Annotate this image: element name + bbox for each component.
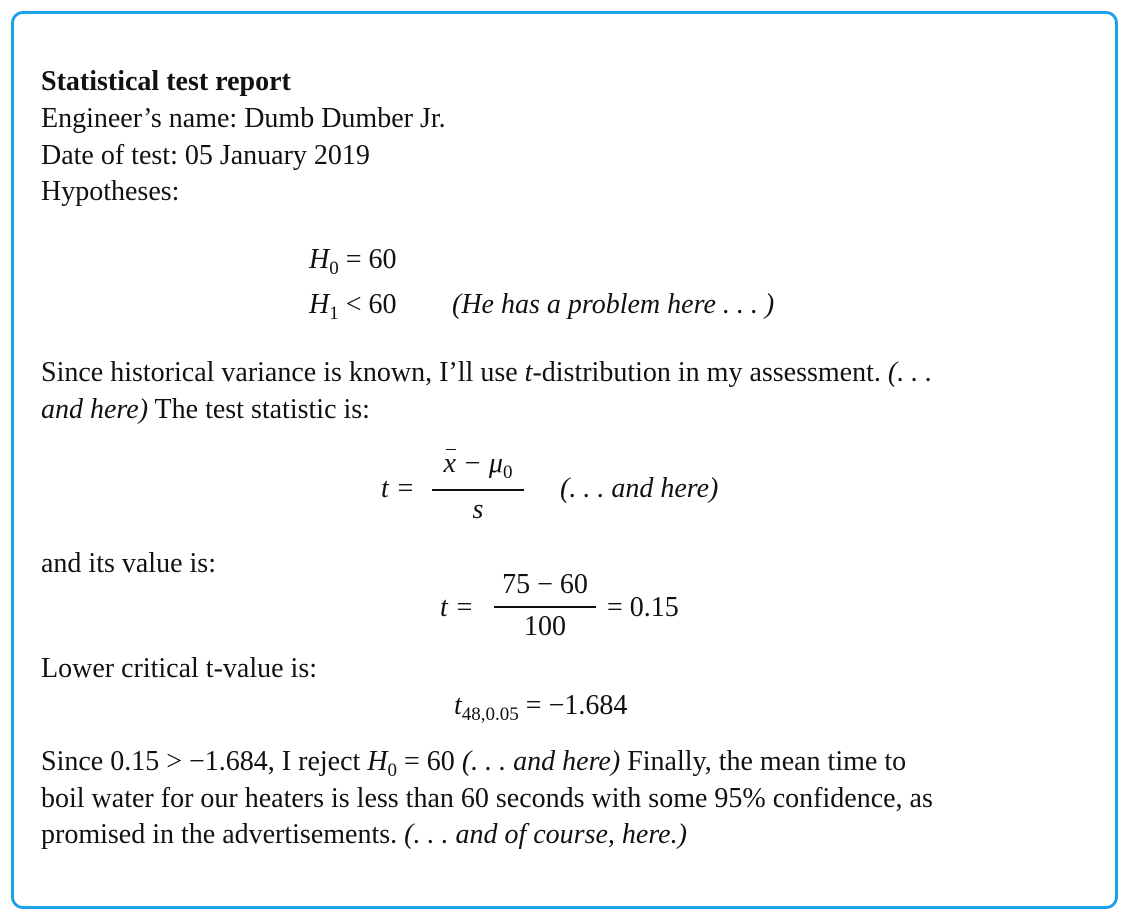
- null-hypothesis: [309, 242, 397, 278]
- f2-lhs: t =: [440, 592, 474, 623]
- crit-rhs: = −1.684: [518, 690, 628, 721]
- critical-value: [454, 688, 627, 724]
- formula2-lhs: [440, 590, 474, 626]
- f1-lhs: t =: [381, 473, 415, 504]
- hypotheses-label: Hypotheses:: [41, 176, 180, 207]
- paragraph1-line2: [41, 392, 370, 428]
- test-date-line: Date of test: 05 January 2019: [41, 140, 370, 171]
- h1-sub: 1: [329, 303, 339, 324]
- crit-var: t: [454, 690, 462, 721]
- paragraph1-line1: [41, 355, 932, 391]
- formula2-numerator: 75 − 60: [502, 569, 588, 600]
- formula2-rhs: = 0.15: [607, 592, 679, 623]
- formula1-lhs: [381, 471, 415, 507]
- c1-d: Finally, the mean time to: [620, 746, 907, 777]
- h1-comment: (He has a problem here . . . ): [452, 289, 775, 320]
- formula2-fraction-bar: [494, 606, 596, 608]
- formula2-denominator: 100: [524, 611, 566, 642]
- f1-num-sub: 0: [502, 462, 513, 483]
- p1-text-b: -distribution in my assessment.: [532, 357, 888, 388]
- alternative-hypothesis: [309, 287, 397, 323]
- c1-comment: (. . . and here): [461, 746, 621, 777]
- value-label: and its value is:: [41, 548, 216, 579]
- h1-var: H: [309, 289, 330, 320]
- c1-b: = 60: [397, 746, 462, 777]
- formula1-denominator: [432, 494, 524, 526]
- p1-t-var: t: [524, 357, 533, 388]
- formula1-fraction-bar: [432, 489, 524, 491]
- c3-a: promised in the advertisements.: [41, 819, 405, 850]
- h0-sub: 0: [329, 258, 339, 279]
- c1-a: Since 0.15 > −1.684, I reject: [41, 746, 368, 777]
- report-title: Statistical test report: [41, 66, 291, 97]
- conclusion-line2: boil water for our heaters is less than 60 seconds with some 95% confidence, as: [41, 783, 933, 814]
- f1-num-rest: − μ: [455, 448, 503, 479]
- h0-var: H: [309, 244, 330, 275]
- p1-comment-end: and here): [41, 394, 149, 425]
- p1-comment-start: (. . .: [887, 357, 933, 388]
- h1-rhs: < 60: [338, 289, 397, 320]
- p1-text-a: Since historical variance is known, I’ll use: [41, 357, 525, 388]
- c1-h: H: [367, 746, 388, 777]
- c3-comment: (. . . and of course, here.): [404, 819, 687, 850]
- conclusion-line3: [41, 817, 687, 853]
- formula1-numerator: [432, 448, 524, 483]
- c1-sub: 0: [387, 760, 398, 781]
- f1-denominator: s: [472, 494, 484, 525]
- conclusion-line1: [41, 744, 906, 780]
- formula1-comment: (. . . and here): [560, 473, 719, 504]
- engineer-name-line: Engineer’s name: Dumb Dumber Jr.: [41, 103, 446, 134]
- crit-sub: 48,0.05: [461, 704, 519, 725]
- critical-label: Lower critical t-value is:: [41, 653, 317, 684]
- f1-xbar: x: [443, 448, 456, 479]
- h0-rhs: = 60: [338, 244, 397, 275]
- p1-text-c: The test statistic is:: [148, 394, 370, 425]
